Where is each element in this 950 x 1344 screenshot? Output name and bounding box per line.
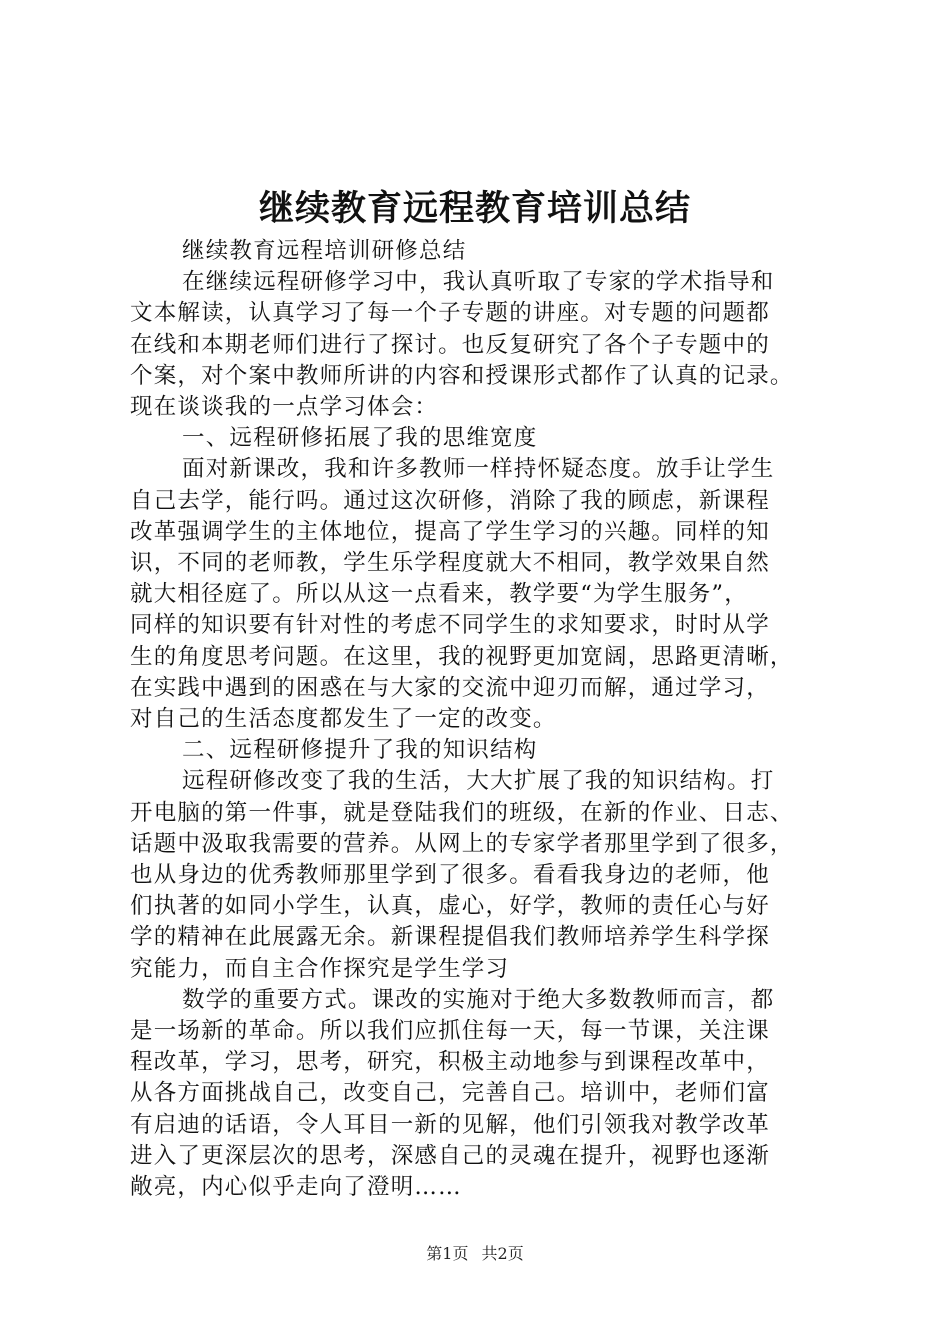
body-line: 自己去学，能行吗。通过这次研修，消除了我的顾虑，新课程 xyxy=(130,487,770,514)
body-line: 就大相径庭了。所以从这一点看来，教学要“为学生服务”， xyxy=(130,581,748,608)
body-line: 是一场新的革命。所以我们应抓住每一天，每一节课，关注课 xyxy=(130,1018,770,1045)
body-line: 也从身边的优秀教师那里学到了很多。看看我身边的老师，他 xyxy=(130,862,770,889)
page-total: 共2页 xyxy=(481,1244,524,1263)
body-line: 在继续远程研修学习中，我认真听取了专家的学术指导和 xyxy=(182,269,775,296)
body-line: 改革强调学生的主体地位，提高了学生学习的兴趣。同样的知 xyxy=(130,518,770,545)
body-line: 远程研修改变了我的生活，大大扩展了我的知识结构。打 xyxy=(182,768,775,795)
body-line: 二、远程研修提升了我的知识结构 xyxy=(182,737,538,764)
body-line: 识，不同的老师教，学生乐学程度就大不相同，教学效果自然 xyxy=(130,550,770,577)
page-number: 第1页 xyxy=(426,1244,469,1263)
body-line: 一、远程研修拓展了我的思维宽度 xyxy=(182,425,538,452)
body-line: 数学的重要方式。课改的实施对于绝大多数教师而言，都 xyxy=(182,986,775,1013)
document-body xyxy=(130,236,830,1203)
body-line: 程改革，学习，思考，研究，积极主动地参与到课程改革中， xyxy=(130,1049,770,1076)
body-line: 开电脑的第一件事，就是登陆我们的班级，在新的作业、日志、 xyxy=(130,799,794,826)
body-line: 从各方面挑战自己，改变自己，完善自己。培训中，老师们富 xyxy=(130,1080,770,1107)
body-line: 有启迪的话语，令人耳目一新的见解，他们引领我对教学改革 xyxy=(130,1111,770,1138)
body-line: 在线和本期老师们进行了探讨。也反复研究了各个子专题中的 xyxy=(130,331,770,358)
body-line: 究能力，而自主合作探究是学生学习 xyxy=(130,955,510,982)
body-line: 同样的知识要有针对性的考虑不同学生的求知要求，时时从学 xyxy=(130,612,770,639)
page-footer xyxy=(0,1243,950,1265)
body-line: 个案，对个案中教师所讲的内容和授课形式都作了认真的记录。 xyxy=(130,362,794,389)
body-line: 话题中汲取我需要的营养。从网上的专家学者那里学到了很多， xyxy=(130,830,794,857)
body-line: 文本解读，认真学习了每一个子专题的讲座。对专题的问题都 xyxy=(130,300,770,327)
body-line: 在实践中遇到的困惑在与大家的交流中迎刃而解，通过学习， xyxy=(130,674,770,701)
body-line: 现在谈谈我的一点学习体会： xyxy=(130,394,439,421)
body-line: 学的精神在此展露无余。新课程提倡我们教师培养学生科学探 xyxy=(130,924,770,951)
document-title: 继续教育远程教育培训总结 xyxy=(258,189,691,229)
body-line: 们执著的如同小学生，认真，虚心，好学，教师的责任心与好 xyxy=(130,893,770,920)
body-line: 对自己的生活态度都发生了一定的改变。 xyxy=(130,706,557,733)
body-line: 继续教育远程培训研修总结 xyxy=(182,238,467,264)
body-line: 生的角度思考问题。在这里，我的视野更加宽阔，思路更清晰， xyxy=(130,643,794,670)
body-line: 敞亮，内心似乎走向了澄明…… xyxy=(130,1174,462,1201)
body-line: 面对新课改，我和许多教师一样持怀疑态度。放手让学生 xyxy=(182,456,775,483)
body-line: 进入了更深层次的思考，深感自己的灵魂在提升，视野也逐渐 xyxy=(130,1142,770,1169)
